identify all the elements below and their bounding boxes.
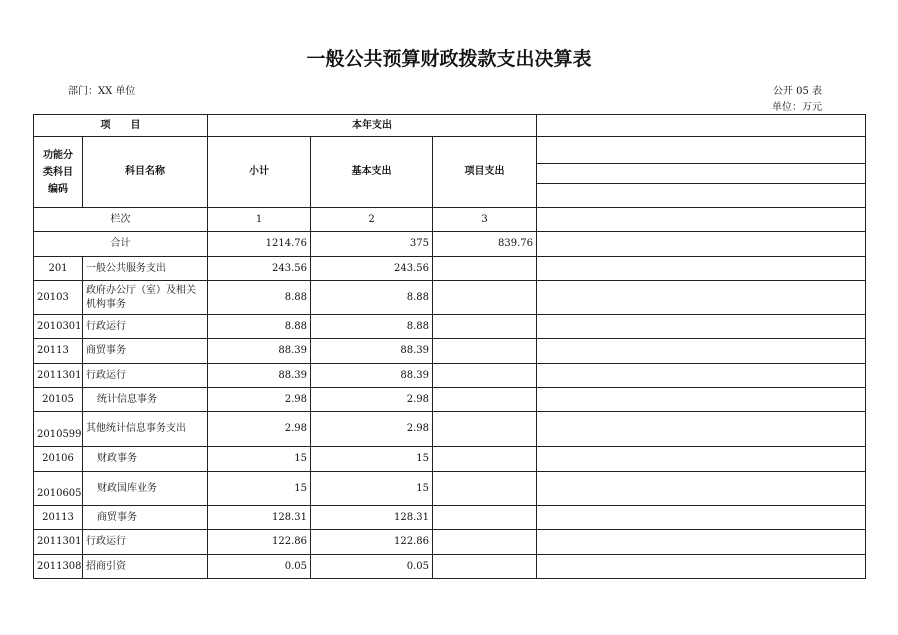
header-current-year: 本年支出 xyxy=(208,115,537,137)
blank-cell xyxy=(537,315,866,339)
table-row xyxy=(34,315,866,339)
row-subtotal: 128.31 xyxy=(208,506,311,530)
row-subtotal: 15 xyxy=(208,447,311,472)
blank-cell xyxy=(537,555,866,579)
row-project xyxy=(433,506,537,530)
header-name: 科目名称 xyxy=(83,137,208,208)
row-basic: 0.05 xyxy=(311,555,433,579)
blank-cell xyxy=(537,472,866,506)
row-basic: 122.86 xyxy=(311,530,433,555)
blank-cell xyxy=(537,184,866,208)
row-name: 行政运行 xyxy=(83,530,208,555)
row-name: 财政事务 xyxy=(83,447,208,472)
row-project xyxy=(433,339,537,364)
row-basic: 243.56 xyxy=(311,257,433,281)
table-row xyxy=(34,555,866,579)
header-subtotal: 小计 xyxy=(208,137,311,208)
blank-cell xyxy=(537,388,866,412)
row-name: 财政国库业务 xyxy=(83,472,208,506)
row-project xyxy=(433,257,537,281)
row-name: 招商引资 xyxy=(83,555,208,579)
row-code: 2010605 xyxy=(34,472,83,506)
table-row xyxy=(34,257,866,281)
row-subtotal: 8.88 xyxy=(208,315,311,339)
department-label: 部门：XX 单位 xyxy=(68,86,136,97)
row-code: 20113 xyxy=(34,506,83,530)
blank-cell xyxy=(537,232,866,257)
row-basic: 15 xyxy=(311,447,433,472)
header-item: 项 目 xyxy=(34,115,208,137)
header-code: 功能分类科目编码 xyxy=(34,137,83,208)
blank-cell xyxy=(537,115,866,137)
row-basic: 15 xyxy=(311,472,433,506)
row-project xyxy=(433,315,537,339)
blank-cell xyxy=(537,281,866,315)
blank-cell xyxy=(537,339,866,364)
row-basic: 8.88 xyxy=(311,315,433,339)
row-project xyxy=(433,447,537,472)
table-row xyxy=(34,472,866,506)
row-code: 2011301 xyxy=(34,364,83,388)
row-code: 2011308 xyxy=(34,555,83,579)
blank-cell xyxy=(537,164,866,184)
row-project xyxy=(433,388,537,412)
row-basic: 8.88 xyxy=(311,281,433,315)
row-subtotal: 122.86 xyxy=(208,530,311,555)
row-code: 20105 xyxy=(34,388,83,412)
row-project xyxy=(433,555,537,579)
table-row xyxy=(34,506,866,530)
column-index-label: 栏次 xyxy=(34,208,208,232)
row-name: 其他统计信息事务支出 xyxy=(83,412,208,447)
row-name: 政府办公厅（室）及相关机构事务 xyxy=(83,281,208,315)
row-subtotal: 88.39 xyxy=(208,364,311,388)
row-code: 20106 xyxy=(34,447,83,472)
row-project xyxy=(433,530,537,555)
row-basic: 2.98 xyxy=(311,412,433,447)
total-subtotal: 1214.76 xyxy=(208,232,311,257)
row-name: 统计信息事务 xyxy=(83,388,208,412)
table-row xyxy=(34,447,866,472)
row-subtotal: 2.98 xyxy=(208,388,311,412)
expenditure-table xyxy=(33,114,866,579)
row-subtotal: 2.98 xyxy=(208,412,311,447)
blank-cell xyxy=(537,506,866,530)
row-subtotal: 243.56 xyxy=(208,257,311,281)
row-name: 一般公共服务支出 xyxy=(83,257,208,281)
unit-label: 单位：万元 xyxy=(772,102,822,113)
table-row xyxy=(34,412,866,447)
row-project xyxy=(433,472,537,506)
row-project xyxy=(433,412,537,447)
column-index-1: 1 xyxy=(208,208,311,232)
row-code: 2011301 xyxy=(34,530,83,555)
table-row xyxy=(34,530,866,555)
row-basic: 88.39 xyxy=(311,364,433,388)
row-project xyxy=(433,281,537,315)
row-name: 行政运行 xyxy=(83,315,208,339)
row-subtotal: 88.39 xyxy=(208,339,311,364)
header-basic: 基本支出 xyxy=(311,137,433,208)
blank-cell xyxy=(537,208,866,232)
blank-cell xyxy=(537,412,866,447)
row-name: 行政运行 xyxy=(83,364,208,388)
header-project: 项目支出 xyxy=(433,137,537,208)
row-basic: 2.98 xyxy=(311,388,433,412)
row-basic: 88.39 xyxy=(311,339,433,364)
blank-cell xyxy=(537,530,866,555)
blank-cell xyxy=(537,257,866,281)
blank-cell xyxy=(537,364,866,388)
blank-cell xyxy=(537,447,866,472)
row-basic: 128.31 xyxy=(311,506,433,530)
row-code: 20113 xyxy=(34,339,83,364)
blank-cell xyxy=(537,137,866,164)
total-project: 839.76 xyxy=(433,232,537,257)
page-title: 一般公共预算财政拨款支出决算表 xyxy=(306,48,592,70)
column-index-2: 2 xyxy=(311,208,433,232)
column-index-3: 3 xyxy=(433,208,537,232)
total-basic: 375 xyxy=(311,232,433,257)
form-number: 公开 05 表 xyxy=(772,86,822,97)
table-row xyxy=(34,388,866,412)
table-row xyxy=(34,339,866,364)
row-code: 2010599 xyxy=(34,412,83,447)
row-code: 201 xyxy=(34,257,83,281)
table-row xyxy=(34,281,866,315)
row-code: 20103 xyxy=(34,281,83,315)
row-subtotal: 8.88 xyxy=(208,281,311,315)
table-row xyxy=(34,364,866,388)
row-name: 商贸事务 xyxy=(83,339,208,364)
row-name: 商贸事务 xyxy=(83,506,208,530)
row-subtotal: 15 xyxy=(208,472,311,506)
row-code: 2010301 xyxy=(34,315,83,339)
row-project xyxy=(433,364,537,388)
total-label: 合计 xyxy=(34,232,208,257)
row-subtotal: 0.05 xyxy=(208,555,311,579)
